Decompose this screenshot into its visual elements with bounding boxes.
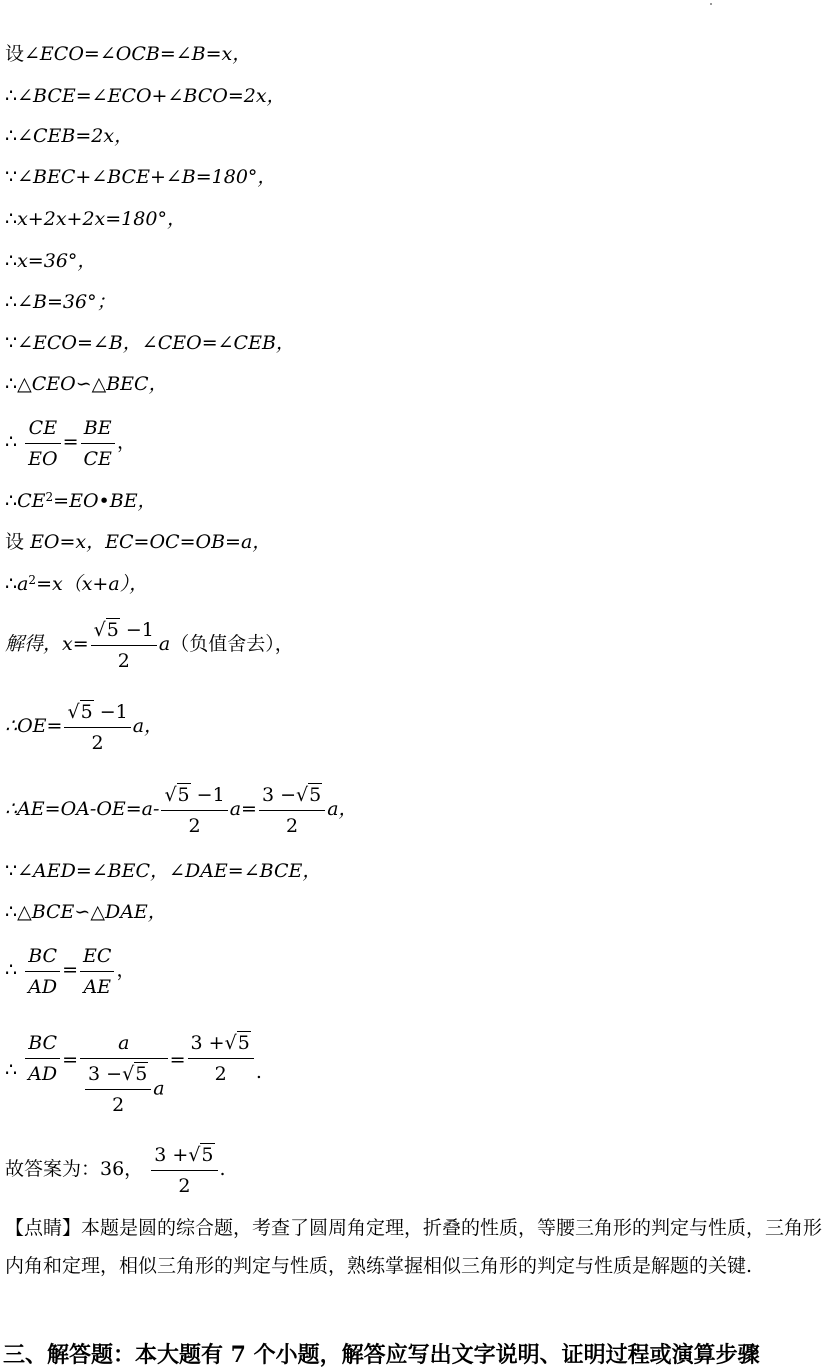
line-4-expr: ∠BEC+∠BCE+∠B=180°， [17,166,277,188]
therefore-symbol: ∴ [5,901,18,923]
therefore-symbol: ∴ [5,959,18,981]
fraction-denominator: AE [83,975,112,998]
line-2-expr: ∠BCE=∠ECO+∠BCO=2x， [17,85,286,107]
line-15-tail: a， [132,715,164,737]
therefore-symbol: ∴ [5,373,18,395]
line-15 [5,694,163,758]
fraction-ec-ae [80,941,114,1002]
equals-sign: = [169,1049,186,1071]
fraction-denominator: AD [28,975,58,998]
radicand: 5 [201,1143,214,1166]
therefore-symbol: ∴ [5,490,18,512]
equals-sign: = [62,959,79,981]
radicand: 5 [80,700,93,723]
section-heading: 三、解答题：本大题有 7 个小题，解答应写出文字说明、证明过程或演算步骤 [3,1342,760,1368]
line-8-expr: ∠ECO=∠B，∠CEO=∠CEB， [17,332,295,354]
therefore-symbol: ∴ [5,291,18,313]
three-minus: 3 − [261,783,297,806]
period: . [255,1061,262,1083]
inner-fraction-3-minus-sqrt5-over-2 [85,1059,151,1120]
line-7-expr: ∠B=36°； [17,291,116,313]
fraction-numerator [85,1059,151,1090]
fraction-numerator: BE [81,413,115,444]
line-5-expr: x+2x+2x=180°， [17,208,186,230]
line-5 [5,207,186,231]
line-3-expr: ∠CEB=2x， [17,125,134,147]
line-18 [5,900,167,924]
fraction-denominator: 2 [214,1063,227,1085]
variable-a: a [153,1077,165,1100]
superscript: 2 [28,573,37,587]
sqrt-symbol: √5 [122,1063,148,1085]
radicand: 5 [135,1063,148,1085]
sqrt-symbol: √5 [67,700,93,723]
line-2 [5,84,286,108]
because-symbol: ∵ [5,332,18,354]
fraction-numerator [91,615,157,646]
therefore-symbol: ∴ [5,250,18,272]
line-17-expr: ∠AED=∠BEC，∠DAE=∠BCE， [17,860,322,882]
line-14-prefix: 解得，x= [5,633,89,655]
fraction-denominator: AD [28,1063,58,1085]
radicand: 5 [106,618,119,641]
fraction-numerator [161,780,227,811]
radicand: 5 [237,1032,250,1054]
sqrt-symbol: √5 [224,1032,250,1054]
line-9 [5,372,168,396]
line-7 [5,290,116,314]
fraction-denominator: 2 [117,649,130,672]
fraction-sqrt5-minus1-over-2 [161,780,227,841]
sqrt-symbol: √5 [296,783,322,806]
radicand: 5 [309,783,322,806]
line-12 [5,530,271,554]
three-minus: 3 − [88,1063,123,1085]
fraction-numerator: EC [80,941,114,972]
fraction-3-minus-sqrt5-over-2 [259,780,325,841]
fraction-numerator: a [80,1028,168,1059]
equals-sign: = [62,1049,79,1071]
fraction-sqrt5-minus1-over-2 [64,697,130,758]
line-18-expr: △BCE∽△DAE， [17,901,167,923]
minus-one: −1 [190,783,225,806]
line-11-rest: =EO•BE， [53,490,157,512]
line-14 [5,612,294,676]
equals-sign: = [62,431,79,453]
line-11 [5,489,157,513]
line-13-term: a [17,573,29,595]
complex-fraction [80,1028,168,1120]
line-11-term: CE [17,490,46,512]
because-symbol: ∵ [5,860,18,882]
fraction-denominator: 2 [91,731,104,754]
sqrt-symbol: √5 [164,783,190,806]
fraction-denominator: 2 [188,814,201,837]
fraction-denominator: 2 [178,1174,191,1197]
line-12-expr: EO=x，EC=OC=OB=a， [30,531,272,553]
fraction-numerator: BC [25,941,60,972]
minus-one: −1 [119,618,154,641]
superscript: 2 [45,490,54,504]
line-8 [5,331,295,355]
because-symbol: ∵ [5,166,18,188]
three-plus: 3 + [154,1143,189,1166]
sqrt-symbol: √5 [93,618,119,641]
fraction-be-ce [81,413,115,474]
fraction-numerator [151,1140,217,1171]
comment-paragraph: 【点睛】本题是圆的综合题，考查了圆周角定理，折叠的性质，等腰三角形的判定与性质，三角形内角和定理，相似三角形的判定与性质，熟练掌握相似三角形的判定与性质是解题的关键. [5,1217,823,1277]
fraction-bc-ad [25,941,60,1002]
therefore-symbol: ∴ [5,431,18,453]
fraction-numerator: CE [25,413,60,444]
line-12-prefix: 设 [5,531,25,553]
minus-one: −1 [93,700,128,723]
fraction-denominator: EO [28,447,58,470]
line-1-prefix: 设 [5,43,25,65]
line-4 [5,165,276,189]
fraction-3-plus-sqrt5-over-2 [151,1140,217,1201]
comma: ， [116,431,136,453]
line-16-tail: a， [327,798,358,820]
line-21-answer [5,1137,226,1201]
fraction-denominator: 2 [286,814,299,837]
fraction-numerator [64,697,130,728]
line-10 [5,410,136,474]
answer-prefix: 故答案为：36， [5,1158,144,1180]
line-3 [5,124,133,148]
line-16-prefix: ∴AE=OA-OE=a- [5,798,160,820]
therefore-symbol: ∴ [5,1059,18,1081]
radicand: 5 [177,783,190,806]
fraction-bc-ad [25,1028,60,1089]
fraction-numerator [259,780,325,811]
variable-a: a [158,633,171,655]
fraction-3-plus-sqrt5-over-2 [188,1028,254,1089]
line-13-rest: =x（x+a）， [36,573,149,595]
fraction-numerator: BC [25,1028,60,1059]
fraction-denominator: 2 [112,1094,125,1116]
fraction-ce-eo [25,413,60,474]
line-15-prefix: ∴OE= [5,715,63,737]
scan-dot [710,3,712,5]
line-13 [5,572,148,596]
three-plus: 3 + [190,1032,225,1054]
fraction-sqrt5-minus1-over-2 [91,615,157,676]
line-1-expr: ∠ECO=∠OCB=∠B=x， [24,43,252,65]
therefore-symbol: ∴ [5,208,18,230]
line-17 [5,859,321,883]
line-14-tail: （负值舍去）， [170,633,294,655]
therefore-symbol: ∴ [5,85,18,107]
comma: ， [116,959,136,981]
line-6-expr: x=36°， [17,250,97,272]
line-9-expr: △CEO∽△BEC， [17,373,168,395]
sqrt-symbol: √5 [188,1143,214,1166]
fraction-denominator [80,1059,168,1120]
line-20 [5,1022,262,1120]
line-1 [5,42,251,66]
period: . [219,1158,226,1180]
fraction-numerator [188,1028,254,1059]
therefore-symbol: ∴ [5,125,18,147]
line-16 [5,777,358,841]
fraction-denominator: CE [83,447,112,470]
line-19 [5,938,135,1002]
line-6 [5,249,96,273]
line-16-mid: a= [229,798,257,820]
therefore-symbol: ∴ [5,573,18,595]
